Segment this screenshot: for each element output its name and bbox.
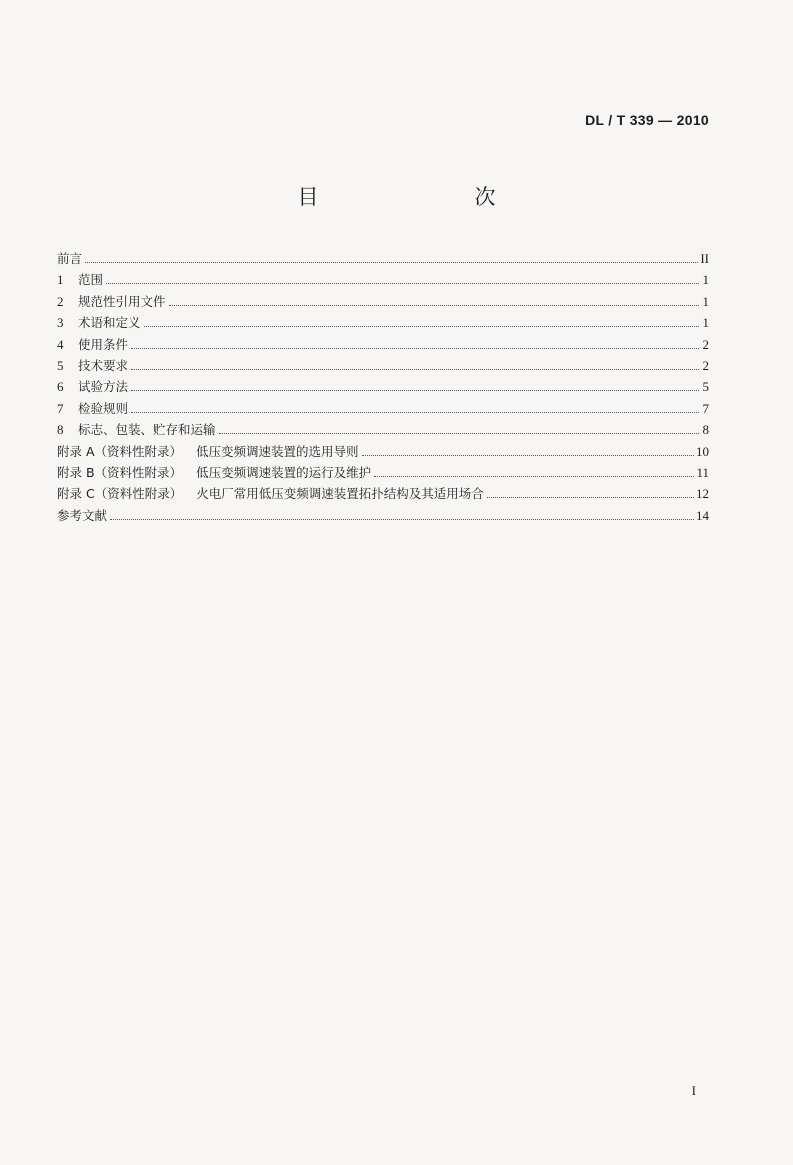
toc-dot-leader bbox=[106, 283, 699, 284]
table-of-contents bbox=[57, 249, 709, 527]
toc-entry-label: 技术要求 bbox=[78, 357, 129, 373]
toc-entry-page: 1 bbox=[702, 272, 709, 288]
toc-entry-label: 检验规则 bbox=[78, 400, 129, 416]
standard-code: DL / T 339 — 2010 bbox=[585, 112, 709, 128]
toc-dot-leader bbox=[362, 455, 694, 456]
toc-dot-leader bbox=[131, 412, 699, 413]
toc-entry-label: 低压变频调速装置的运行及维护 bbox=[196, 464, 372, 480]
toc-entry-page: II bbox=[700, 251, 709, 266]
page-number: I bbox=[691, 1083, 696, 1098]
toc-dot-leader bbox=[85, 262, 698, 263]
toc-dot-leader bbox=[487, 497, 694, 498]
toc-entry-label: 标志、包装、贮存和运输 bbox=[78, 422, 216, 438]
toc-entry-label: 参考文献 bbox=[57, 507, 108, 523]
toc-entry-appendix: 附录 A（资料性附录） bbox=[57, 443, 183, 459]
toc-entry[interactable] bbox=[57, 506, 709, 527]
toc-entry-label: 前言 bbox=[57, 251, 83, 266]
toc-entry-appendix: 附录 C（资料性附录） bbox=[57, 486, 183, 502]
toc-entry-number: 1 bbox=[57, 272, 64, 288]
toc-entry-page: 11 bbox=[696, 464, 709, 480]
toc-entry[interactable] bbox=[57, 313, 709, 334]
toc-entry-page: 1 bbox=[702, 315, 709, 331]
toc-entry-number: 4 bbox=[57, 336, 64, 352]
toc-entry-label: 规范性引用文件 bbox=[78, 293, 166, 309]
toc-entry-page: 7 bbox=[702, 400, 709, 416]
toc-dot-leader bbox=[131, 348, 699, 349]
toc-entry[interactable] bbox=[57, 463, 709, 484]
toc-entry-appendix: 附录 B（资料性附录） bbox=[57, 464, 183, 480]
toc-entry-page: 5 bbox=[702, 379, 709, 395]
toc-entry[interactable] bbox=[57, 292, 709, 313]
toc-entry[interactable] bbox=[57, 249, 709, 270]
toc-entry-page: 10 bbox=[696, 443, 709, 459]
toc-entry[interactable] bbox=[57, 442, 709, 463]
toc-entry-number: 8 bbox=[57, 422, 64, 438]
toc-entry-number: 3 bbox=[57, 315, 64, 331]
toc-entry-number: 6 bbox=[57, 379, 64, 395]
toc-entry[interactable] bbox=[57, 356, 709, 377]
toc-entry-number: 5 bbox=[57, 357, 64, 373]
toc-entry-label: 低压变频调速装置的选用导则 bbox=[196, 443, 359, 459]
toc-dot-leader bbox=[131, 390, 699, 391]
page-title: 目 次 bbox=[297, 185, 534, 209]
toc-entry-label: 火电厂常用低压变频调速装置拓扑结构及其适用场合 bbox=[196, 486, 484, 502]
toc-entry-label: 试验方法 bbox=[78, 379, 129, 395]
toc-entry-page: 8 bbox=[702, 422, 709, 438]
toc-dot-leader bbox=[144, 326, 699, 327]
toc-entry[interactable] bbox=[57, 484, 709, 505]
toc-entry-page: 12 bbox=[696, 486, 709, 502]
toc-dot-leader bbox=[131, 369, 699, 370]
toc-entry-label: 使用条件 bbox=[78, 336, 129, 352]
toc-entry-number: 7 bbox=[57, 400, 64, 416]
toc-entry-label: 术语和定义 bbox=[78, 315, 141, 331]
toc-entry[interactable] bbox=[57, 377, 709, 398]
toc-entry[interactable] bbox=[57, 420, 709, 441]
toc-dot-leader bbox=[219, 433, 699, 434]
toc-dot-leader bbox=[374, 476, 694, 477]
toc-entry-number: 2 bbox=[57, 293, 64, 309]
toc-dot-leader bbox=[169, 305, 699, 306]
toc-entry[interactable] bbox=[57, 335, 709, 356]
toc-entry-label: 范围 bbox=[78, 272, 104, 288]
toc-entry-page: 1 bbox=[702, 293, 709, 309]
toc-dot-leader bbox=[110, 519, 694, 520]
toc-entry-page: 14 bbox=[696, 507, 709, 523]
toc-entry-page: 2 bbox=[702, 336, 709, 352]
toc-entry-page: 2 bbox=[702, 357, 709, 373]
toc-entry[interactable] bbox=[57, 270, 709, 291]
toc-entry[interactable] bbox=[57, 399, 709, 420]
